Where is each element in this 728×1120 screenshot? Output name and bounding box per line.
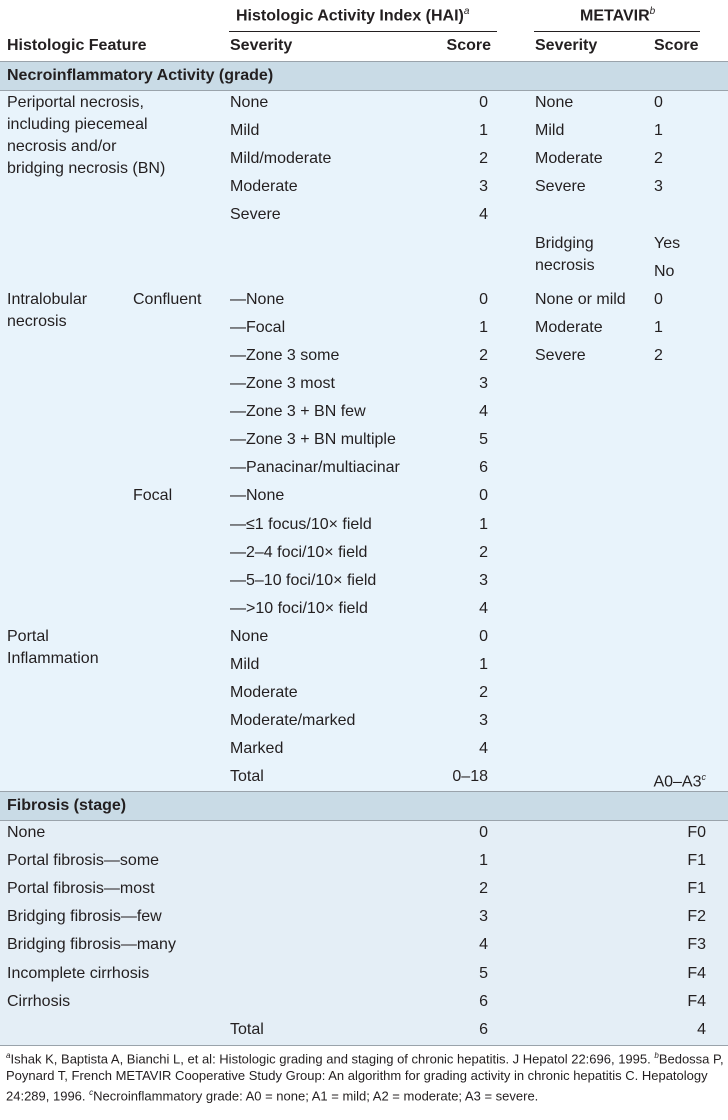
metavir-score-cell: 0 xyxy=(654,290,663,308)
feature-intralobular-necrosis: Intralobular necrosis xyxy=(7,290,88,330)
hai-score-cell: 2 xyxy=(479,346,488,364)
hai-severity-cell: None xyxy=(230,627,269,645)
hai-score-cell: 4 xyxy=(479,740,488,758)
hai-severity-cell: —None xyxy=(230,487,285,505)
fibrosis-hai-score-cell: 5 xyxy=(479,964,488,982)
fibrosis-metavir-score-cell: F4 xyxy=(687,992,706,1010)
hai-group-heading: Histologic Activity Index (HAI)$^a$ xyxy=(236,6,470,25)
hai-score-cell: 1 xyxy=(479,656,488,673)
fibrosis-metavir-score-cell: F1 xyxy=(687,880,706,898)
hai-score-cell: 0 xyxy=(479,290,488,308)
fibrosis-hai-score-cell: 6 xyxy=(479,992,488,1010)
hai-severity-cell: Marked xyxy=(230,740,284,758)
fibrosis-metavir-score-cell: F3 xyxy=(687,936,706,954)
hai-severity-cell: None xyxy=(230,94,269,111)
metavir-severity-cell: None xyxy=(535,94,574,111)
metavir-score-cell: 1 xyxy=(654,122,663,140)
necro-total-metavir xyxy=(600,766,706,793)
hai-score-cell: 0 xyxy=(479,94,488,111)
fibrosis-hai-score-cell: 2 xyxy=(479,880,488,898)
hai-severity-cell: —Panacinar/multiacinar xyxy=(230,459,400,477)
hai-score-cell: 3 xyxy=(479,178,488,196)
metavir-score-cell: 3 xyxy=(654,178,663,196)
hai-severity-cell: —5–10 foci/10× field xyxy=(230,571,377,589)
metavir-bridging-necrosis-label: Bridging necrosis xyxy=(535,234,595,274)
hai-severity-cell: —Zone 3 some xyxy=(230,346,340,364)
hai-score-cell: 5 xyxy=(479,431,488,449)
col-feature-heading: Histologic Feature xyxy=(7,37,147,54)
fibrosis-metavir-score-cell: F4 xyxy=(687,964,706,982)
subfeature-focal: Focal xyxy=(133,487,173,505)
necro-total-hai: 0–18 xyxy=(452,768,488,786)
hai-score-cell: 3 xyxy=(479,375,488,392)
metavir-score-cell: 1 xyxy=(654,318,663,336)
fibrosis-feature-cell: Portal fibrosis—most xyxy=(7,880,155,898)
fibrosis-metavir-score-cell: F0 xyxy=(687,824,706,841)
section-title: Fibrosis (stage) xyxy=(7,797,127,814)
hai-severity-cell: —>10 foci/10× field xyxy=(230,599,368,617)
hai-score-cell: 3 xyxy=(479,712,488,730)
metavir-severity-cell: Severe xyxy=(535,346,586,364)
col-metavir-score-heading: Score xyxy=(654,37,699,54)
divider xyxy=(0,1045,728,1046)
fibrosis-feature-cell: Portal fibrosis—some xyxy=(7,852,160,870)
hai-severity-cell: Mild xyxy=(230,122,260,140)
metavir-severity-cell: Mild xyxy=(535,122,565,140)
metavir-bridging-no: No xyxy=(654,262,675,280)
hai-group-rule xyxy=(229,31,497,32)
fibrosis-feature-cell: Cirrhosis xyxy=(7,992,71,1010)
table-header xyxy=(0,0,728,61)
hai-severity-cell: —2–4 foci/10× field xyxy=(230,543,368,561)
subfeature-confluent: Confluent xyxy=(133,290,202,308)
hai-score-cell: 0 xyxy=(479,627,488,645)
footnote-mark: c xyxy=(701,772,706,783)
fibrosis-total-label: Total xyxy=(230,1020,264,1038)
col-metavir-severity-heading: Severity xyxy=(535,37,598,54)
hai-score-cell: 2 xyxy=(479,684,488,702)
col-hai-severity-heading: Severity xyxy=(230,37,293,54)
fibrosis-hai-score-cell: 0 xyxy=(479,824,488,841)
hai-severity-cell: —Focal xyxy=(230,318,286,336)
hai-severity-cell: —Zone 3 most xyxy=(230,375,335,392)
metavir-severity-cell: Severe xyxy=(535,178,586,196)
fibrosis-feature-cell: Incomplete cirrhosis xyxy=(7,964,150,982)
metavir-score-cell: 2 xyxy=(654,346,663,364)
fibrosis-hai-score-cell: 3 xyxy=(479,908,488,926)
hai-severity-cell: Moderate/marked xyxy=(230,712,356,730)
col-hai-score-heading: Score xyxy=(446,37,491,54)
hai-score-cell: 1 xyxy=(479,318,488,336)
necro-total-metavir-value: A0–A3 xyxy=(653,773,702,791)
hai-severity-cell: Mild xyxy=(230,656,260,673)
hai-score-cell: 2 xyxy=(479,543,488,561)
metavir-group-rule xyxy=(534,31,700,32)
hai-severity-cell: —None xyxy=(230,290,285,308)
hai-score-cell: 2 xyxy=(479,150,488,168)
hai-score-cell: 1 xyxy=(479,515,488,533)
section-title: Necroinflammatory Activity (grade) xyxy=(7,67,274,84)
footnote: $^a$Ishak K, Baptista A, Bianchi L, et al: Histologic grading and staging of chronic hepatitis. J Hepatol 22:696, 1995. $^b$Bedossa P, Poynard T, French METAVIR Cooperative Study Group: An algorithm for grading activity in chronic hepatitis C. Hepatology 24:289, 1996. $^c$Necroinflammatory grade: A0 = none; A1 = mild; A2 = moderate; A3 = severe. xyxy=(6,1051,724,1104)
fibrosis-feature-cell: None xyxy=(7,824,46,841)
hai-score-cell: 4 xyxy=(479,599,488,617)
metavir-bridging-yes: Yes xyxy=(654,234,681,252)
section-header-necroinflammatory xyxy=(0,62,728,90)
hai-severity-cell: Severe xyxy=(230,206,281,224)
hai-score-cell: 3 xyxy=(479,571,488,589)
metavir-severity-cell: Moderate xyxy=(535,318,603,336)
fibrosis-hai-score-cell: 4 xyxy=(479,936,488,954)
metavir-group-heading: METAVIR$^b$ xyxy=(580,6,656,25)
metavir-severity-cell: None or mild xyxy=(535,290,626,308)
hai-severity-cell: Moderate xyxy=(230,684,298,702)
section-header-fibrosis xyxy=(0,792,728,820)
fibrosis-metavir-score-cell: F1 xyxy=(687,852,706,870)
hai-score-cell: 4 xyxy=(479,403,488,421)
hai-score-cell: 0 xyxy=(479,487,488,505)
fibrosis-total-hai: 6 xyxy=(479,1020,488,1038)
hai-severity-cell: Moderate xyxy=(230,178,298,196)
hai-severity-cell: —Zone 3 + BN multiple xyxy=(230,431,396,449)
metavir-score-cell: 2 xyxy=(654,150,663,168)
feature-periportal-necrosis: Periportal necrosis, including piecemeal necrosis and/or bridging necrosis (BN) xyxy=(7,94,166,177)
metavir-score-cell: 0 xyxy=(654,94,663,111)
hai-score-cell: 1 xyxy=(479,122,488,140)
hai-score-cell: 4 xyxy=(479,206,488,224)
fibrosis-feature-cell: Bridging fibrosis—many xyxy=(7,936,176,954)
hai-severity-cell: —≤1 focus/10× field xyxy=(230,515,372,533)
fibrosis-metavir-score-cell: F2 xyxy=(687,908,706,926)
fibrosis-hai-score-cell: 1 xyxy=(479,852,488,870)
fibrosis-total-metavir: 4 xyxy=(697,1020,706,1038)
hai-severity-cell: —Zone 3 + BN few xyxy=(230,403,366,421)
fibrosis-feature-cell: Bridging fibrosis—few xyxy=(7,908,162,926)
metavir-severity-cell: Moderate xyxy=(535,150,603,168)
hai-severity-cell: Mild/moderate xyxy=(230,150,332,168)
hai-score-cell: 6 xyxy=(479,459,488,477)
feature-portal-inflammation: Portal Inflammation xyxy=(7,627,99,667)
necro-total-label: Total xyxy=(230,768,264,786)
